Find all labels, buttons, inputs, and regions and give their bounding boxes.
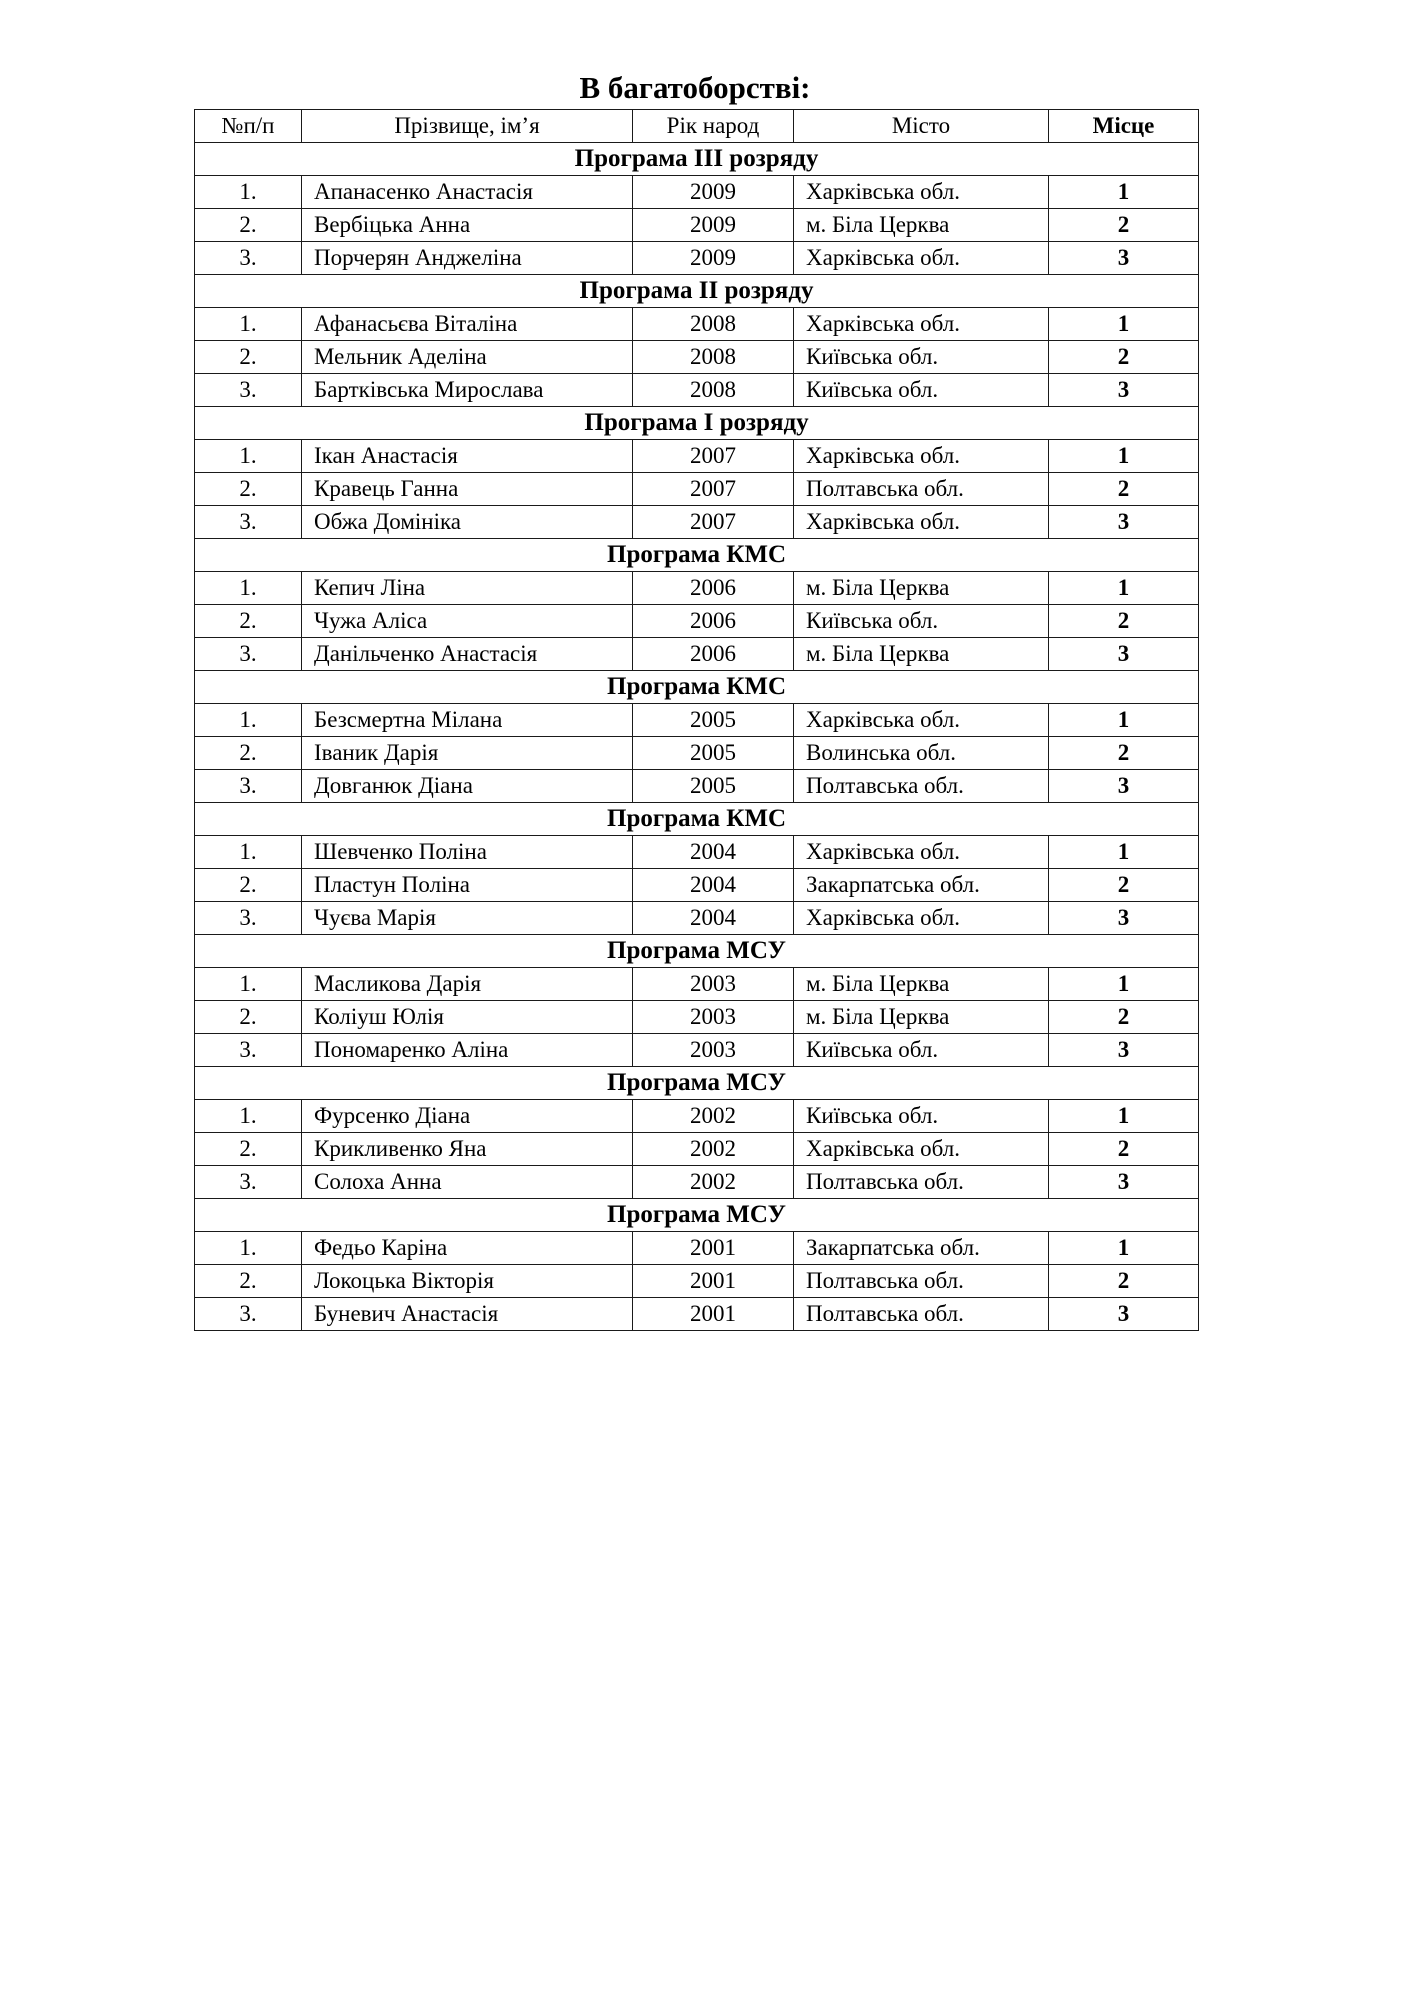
table-row — [195, 902, 1199, 935]
cell-city: Закарпатська обл. — [794, 869, 1049, 902]
table-row — [195, 836, 1199, 869]
cell-num: 1. — [195, 440, 302, 473]
cell-name: Крикливенко Яна — [302, 1133, 633, 1166]
cell-year: 2008 — [633, 374, 794, 407]
group-header-row — [195, 407, 1199, 440]
group-title: Програма КМС — [195, 539, 1199, 572]
cell-place: 1 — [1049, 1100, 1199, 1133]
table-row — [195, 308, 1199, 341]
cell-place: 2 — [1049, 1133, 1199, 1166]
cell-name: Локоцька Вікторія — [302, 1265, 633, 1298]
cell-num: 2. — [195, 1001, 302, 1034]
cell-city: Київська обл. — [794, 341, 1049, 374]
cell-place: 3 — [1049, 1034, 1199, 1067]
cell-year: 2005 — [633, 737, 794, 770]
group-header-row — [195, 803, 1199, 836]
cell-city: м. Біла Церква — [794, 209, 1049, 242]
cell-num: 2. — [195, 1265, 302, 1298]
table-row — [195, 176, 1199, 209]
cell-place: 2 — [1049, 1001, 1199, 1034]
table-row — [195, 440, 1199, 473]
cell-num: 1. — [195, 836, 302, 869]
cell-city: Полтавська обл. — [794, 770, 1049, 803]
page-title: В багатоборстві: — [579, 70, 811, 105]
cell-place: 2 — [1049, 869, 1199, 902]
cell-place: 1 — [1049, 968, 1199, 1001]
group-title: Програма МСУ — [195, 935, 1199, 968]
cell-year: 2004 — [633, 902, 794, 935]
header-place: Місце — [1049, 110, 1199, 143]
cell-place: 1 — [1049, 440, 1199, 473]
cell-name: Довганюк Діана — [302, 770, 633, 803]
cell-year: 2003 — [633, 968, 794, 1001]
table-row — [195, 704, 1199, 737]
header-city: Місто — [794, 110, 1049, 143]
cell-name: Кепич Ліна — [302, 572, 633, 605]
cell-city: Полтавська обл. — [794, 1166, 1049, 1199]
table-row — [195, 473, 1199, 506]
table-row — [195, 638, 1199, 671]
cell-name: Порчерян Анджеліна — [302, 242, 633, 275]
cell-num: 3. — [195, 638, 302, 671]
cell-name: Чужа Аліса — [302, 605, 633, 638]
cell-city: Київська обл. — [794, 605, 1049, 638]
table-body — [195, 143, 1199, 1331]
cell-num: 2. — [195, 737, 302, 770]
table-row — [195, 341, 1199, 374]
cell-num: 1. — [195, 1100, 302, 1133]
cell-place: 3 — [1049, 902, 1199, 935]
cell-place: 3 — [1049, 1298, 1199, 1331]
cell-name: Буневич Анастасія — [302, 1298, 633, 1331]
cell-place: 2 — [1049, 209, 1199, 242]
group-title: Програма КМС — [195, 803, 1199, 836]
cell-place: 2 — [1049, 341, 1199, 374]
cell-name: Данільченко Анастасія — [302, 638, 633, 671]
cell-year: 2004 — [633, 869, 794, 902]
group-header-row — [195, 275, 1199, 308]
cell-year: 2003 — [633, 1034, 794, 1067]
cell-city: м. Біла Церква — [794, 968, 1049, 1001]
cell-city: Харківська обл. — [794, 308, 1049, 341]
cell-year: 2008 — [633, 341, 794, 374]
cell-name: Фурсенко Діана — [302, 1100, 633, 1133]
results-table — [194, 109, 1199, 1331]
table-row — [195, 242, 1199, 275]
table-row — [195, 869, 1199, 902]
cell-city: Полтавська обл. — [794, 473, 1049, 506]
cell-city: Харківська обл. — [794, 440, 1049, 473]
cell-city: Харківська обл. — [794, 506, 1049, 539]
table-row — [195, 1001, 1199, 1034]
cell-name: Бартківська Мирослава — [302, 374, 633, 407]
table-row — [195, 1034, 1199, 1067]
cell-place: 1 — [1049, 176, 1199, 209]
cell-year: 2007 — [633, 440, 794, 473]
table-row — [195, 1232, 1199, 1265]
cell-city: м. Біла Церква — [794, 572, 1049, 605]
cell-city: Київська обл. — [794, 374, 1049, 407]
group-title: Програма МСУ — [195, 1067, 1199, 1100]
cell-city: Харківська обл. — [794, 1133, 1049, 1166]
cell-place: 3 — [1049, 770, 1199, 803]
cell-name: Федьо Каріна — [302, 1232, 633, 1265]
cell-year: 2009 — [633, 242, 794, 275]
cell-place: 3 — [1049, 374, 1199, 407]
cell-place: 3 — [1049, 242, 1199, 275]
cell-name: Іваник Дарія — [302, 737, 633, 770]
cell-name: Шевченко Поліна — [302, 836, 633, 869]
cell-num: 1. — [195, 572, 302, 605]
table-row — [195, 968, 1199, 1001]
cell-year: 2009 — [633, 176, 794, 209]
cell-name: Афанасьєва Віталіна — [302, 308, 633, 341]
cell-place: 2 — [1049, 473, 1199, 506]
table-row — [195, 1100, 1199, 1133]
cell-place: 1 — [1049, 836, 1199, 869]
cell-city: Київська обл. — [794, 1034, 1049, 1067]
table-row — [195, 770, 1199, 803]
cell-year: 2006 — [633, 605, 794, 638]
group-title: Програма І розряду — [195, 407, 1199, 440]
cell-name: Обжа Домініка — [302, 506, 633, 539]
cell-year: 2002 — [633, 1133, 794, 1166]
cell-num: 3. — [195, 374, 302, 407]
cell-name: Апанасенко Анастасія — [302, 176, 633, 209]
group-header-row — [195, 935, 1199, 968]
cell-city: м. Біла Церква — [794, 638, 1049, 671]
cell-city: Полтавська обл. — [794, 1265, 1049, 1298]
cell-year: 2005 — [633, 704, 794, 737]
cell-year: 2001 — [633, 1298, 794, 1331]
cell-name: Чуєва Марія — [302, 902, 633, 935]
cell-place: 3 — [1049, 1166, 1199, 1199]
group-header-row — [195, 143, 1199, 176]
cell-year: 2001 — [633, 1265, 794, 1298]
group-header-row — [195, 1067, 1199, 1100]
cell-city: м. Біла Церква — [794, 1001, 1049, 1034]
cell-num: 3. — [195, 242, 302, 275]
cell-city: Харківська обл. — [794, 176, 1049, 209]
table-row — [195, 605, 1199, 638]
cell-num: 3. — [195, 902, 302, 935]
cell-year: 2003 — [633, 1001, 794, 1034]
cell-city: Харківська обл. — [794, 902, 1049, 935]
cell-name: Ікан Анастасія — [302, 440, 633, 473]
group-header-row — [195, 539, 1199, 572]
cell-place: 3 — [1049, 638, 1199, 671]
cell-num: 3. — [195, 1298, 302, 1331]
cell-name: Мельник Аделіна — [302, 341, 633, 374]
cell-num: 1. — [195, 308, 302, 341]
group-title: Програма МСУ — [195, 1199, 1199, 1232]
cell-year: 2007 — [633, 473, 794, 506]
cell-year: 2008 — [633, 308, 794, 341]
cell-city: Харківська обл. — [794, 704, 1049, 737]
cell-place: 1 — [1049, 308, 1199, 341]
cell-num: 2. — [195, 869, 302, 902]
table-row — [195, 572, 1199, 605]
cell-name: Солоха Анна — [302, 1166, 633, 1199]
cell-num: 3. — [195, 506, 302, 539]
cell-year: 2006 — [633, 572, 794, 605]
table-row — [195, 506, 1199, 539]
header-year: Рік народ — [633, 110, 794, 143]
cell-year: 2004 — [633, 836, 794, 869]
cell-name: Коліуш Юлія — [302, 1001, 633, 1034]
cell-year: 2009 — [633, 209, 794, 242]
cell-name: Вербіцька Анна — [302, 209, 633, 242]
cell-city: Київська обл. — [794, 1100, 1049, 1133]
cell-place: 1 — [1049, 1232, 1199, 1265]
table-row — [195, 374, 1199, 407]
group-header-row — [195, 671, 1199, 704]
cell-year: 2002 — [633, 1100, 794, 1133]
cell-city: Волинська обл. — [794, 737, 1049, 770]
cell-num: 3. — [195, 770, 302, 803]
cell-num: 3. — [195, 1034, 302, 1067]
group-title: Програма ІІ розряду — [195, 275, 1199, 308]
table-row — [195, 737, 1199, 770]
cell-place: 3 — [1049, 506, 1199, 539]
table-row — [195, 1166, 1199, 1199]
cell-name: Безсмертна Мілана — [302, 704, 633, 737]
cell-city: Полтавська обл. — [794, 1298, 1049, 1331]
cell-num: 3. — [195, 1166, 302, 1199]
cell-place: 1 — [1049, 704, 1199, 737]
cell-year: 2001 — [633, 1232, 794, 1265]
cell-name: Пономаренко Аліна — [302, 1034, 633, 1067]
group-title: Програма ІІІ розряду — [195, 143, 1199, 176]
cell-place: 2 — [1049, 1265, 1199, 1298]
table-row — [195, 1265, 1199, 1298]
cell-num: 1. — [195, 176, 302, 209]
cell-num: 1. — [195, 704, 302, 737]
cell-year: 2005 — [633, 770, 794, 803]
cell-year: 2007 — [633, 506, 794, 539]
cell-name: Кравець Ганна — [302, 473, 633, 506]
group-title: Програма КМС — [195, 671, 1199, 704]
table-header-row — [195, 110, 1199, 143]
cell-city: Харківська обл. — [794, 242, 1049, 275]
cell-name: Пластун Поліна — [302, 869, 633, 902]
group-header-row — [195, 1199, 1199, 1232]
cell-num: 2. — [195, 209, 302, 242]
cell-year: 2006 — [633, 638, 794, 671]
cell-num: 2. — [195, 605, 302, 638]
cell-name: Масликова Дарія — [302, 968, 633, 1001]
cell-num: 1. — [195, 1232, 302, 1265]
header-name: Прізвище, ім’я — [302, 110, 633, 143]
cell-place: 2 — [1049, 737, 1199, 770]
table-row — [195, 209, 1199, 242]
cell-num: 2. — [195, 341, 302, 374]
cell-num: 2. — [195, 473, 302, 506]
cell-place: 1 — [1049, 572, 1199, 605]
cell-year: 2002 — [633, 1166, 794, 1199]
cell-num: 2. — [195, 1133, 302, 1166]
table-row — [195, 1133, 1199, 1166]
cell-place: 2 — [1049, 605, 1199, 638]
table-row — [195, 1298, 1199, 1331]
cell-city: Харківська обл. — [794, 836, 1049, 869]
header-num: №п/п — [195, 110, 302, 143]
cell-num: 1. — [195, 968, 302, 1001]
cell-city: Закарпатська обл. — [794, 1232, 1049, 1265]
